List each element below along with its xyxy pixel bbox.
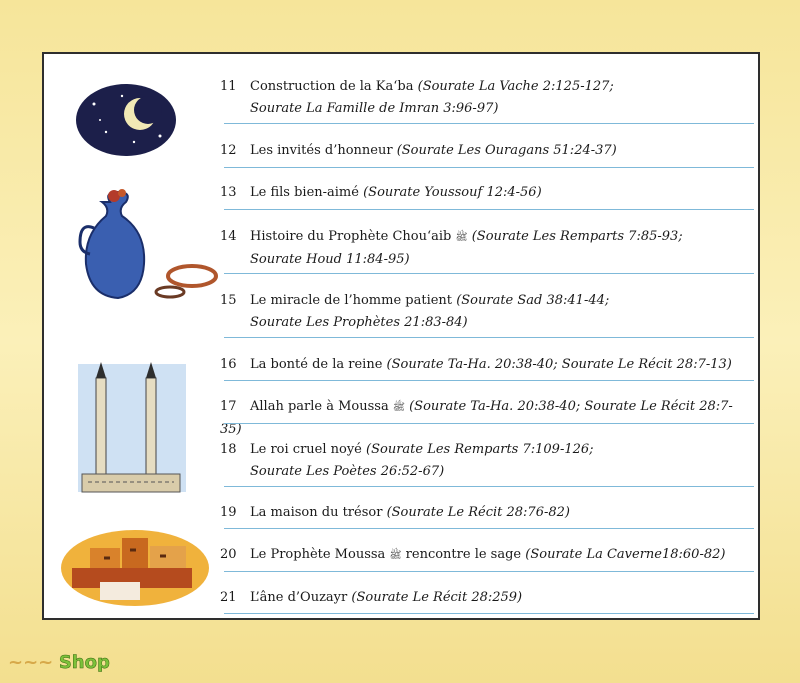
list-item[interactable]: [220, 587, 754, 609]
divider: [224, 423, 754, 424]
chapter-number: 17: [220, 399, 237, 414]
list-item[interactable]: [220, 76, 754, 120]
chapter-title: L’âne d’Ouzayr: [250, 590, 348, 605]
chapter-number: 15: [220, 293, 237, 308]
list-item[interactable]: [220, 396, 754, 441]
chapter-reference: (Sourate Ta-Ha. 20:38-40; Sourate Le Récit 28:7-13): [386, 357, 732, 372]
divider: [224, 337, 754, 338]
chapter-title: Histoire du Prophète Chou‘aib: [250, 229, 452, 244]
chapter-number: 13: [220, 185, 237, 200]
divider: [224, 380, 754, 381]
chapter-reference-line2: Sourate Les Poètes 26:52-67): [250, 464, 445, 479]
divider: [224, 571, 754, 572]
divider: [224, 209, 754, 210]
contents-panel: [42, 52, 760, 620]
chapter-reference: (Sourate Le Récit 28:76-82): [386, 505, 570, 520]
chapter-reference: (Sourate Ta-Ha. 20:38-40; Sourate Le Récit 28:7-35): [220, 399, 733, 437]
chapter-number: 12: [220, 143, 237, 158]
list-item[interactable]: [220, 140, 754, 162]
chapter-title: La bonté de la reine: [250, 357, 383, 372]
list-item[interactable]: [220, 290, 754, 334]
divider: [224, 273, 754, 274]
list-item[interactable]: [220, 502, 754, 524]
list-item[interactable]: [220, 439, 754, 483]
chapter-title: Le miracle de l’homme patient: [250, 293, 453, 308]
chapter-title: La maison du trésor: [250, 505, 383, 520]
list-item[interactable]: [220, 544, 754, 567]
honorific-icon: ﷺ: [392, 402, 405, 413]
chapter-reference: (Sourate Sad 38:41-44;: [456, 293, 610, 308]
chapter-reference: (Sourate La Caverne18:60-82): [525, 547, 726, 562]
divider: [224, 528, 754, 529]
chapter-title: Les invités d’honneur: [250, 143, 393, 158]
chapter-number: 16: [220, 357, 237, 372]
chapter-title: Allah parle à Moussa: [250, 399, 389, 414]
chapter-title: Le roi cruel noyé: [250, 442, 362, 457]
list-item[interactable]: [220, 226, 754, 271]
chapter-reference: (Sourate La Vache 2:125-127;: [417, 79, 614, 94]
chapter-reference-line2: Sourate La Famille de Imran 3:96-97): [250, 101, 499, 116]
honorific-icon: ﷺ: [455, 232, 468, 243]
chapter-title: Construction de la Ka‘ba: [250, 79, 414, 94]
chapter-number: 20: [220, 547, 237, 562]
table-of-contents: [44, 54, 762, 622]
chapter-title: Le fils bien-aimé: [250, 185, 359, 200]
chapter-reference: (Sourate Le Récit 28:259): [351, 590, 523, 605]
list-item[interactable]: [220, 182, 754, 204]
chapter-reference: (Sourate Les Ouragans 51:24-37): [396, 143, 617, 158]
honorific-icon: ﷺ: [389, 550, 402, 561]
chapter-reference: (Sourate Youssouf 12:4-56): [363, 185, 542, 200]
divider: [224, 613, 754, 614]
chapter-title-continued: rencontre le sage: [405, 547, 522, 562]
divider: [224, 486, 754, 487]
chapter-reference-line2: Sourate Houd 11:84-95): [250, 252, 410, 267]
chapter-reference: (Sourate Les Remparts 7:85-93;: [471, 229, 683, 244]
chapter-number: 21: [220, 590, 237, 605]
chapter-number: 11: [220, 79, 237, 94]
chapter-reference-line2: Sourate Les Prophètes 21:83-84): [250, 315, 468, 330]
chapter-number: 19: [220, 505, 237, 520]
chapter-number: 14: [220, 229, 237, 244]
chapter-number: 18: [220, 442, 237, 457]
chapter-reference: (Sourate Les Remparts 7:109-126;: [366, 442, 594, 457]
logo-swirl-icon: ~~~: [8, 652, 54, 673]
logo-text: Shop: [58, 652, 110, 673]
divider: [224, 167, 754, 168]
chapter-title: Le Prophète Moussa: [250, 547, 386, 562]
divider: [224, 123, 754, 124]
shop-logo: [8, 652, 110, 673]
list-item[interactable]: [220, 354, 754, 376]
